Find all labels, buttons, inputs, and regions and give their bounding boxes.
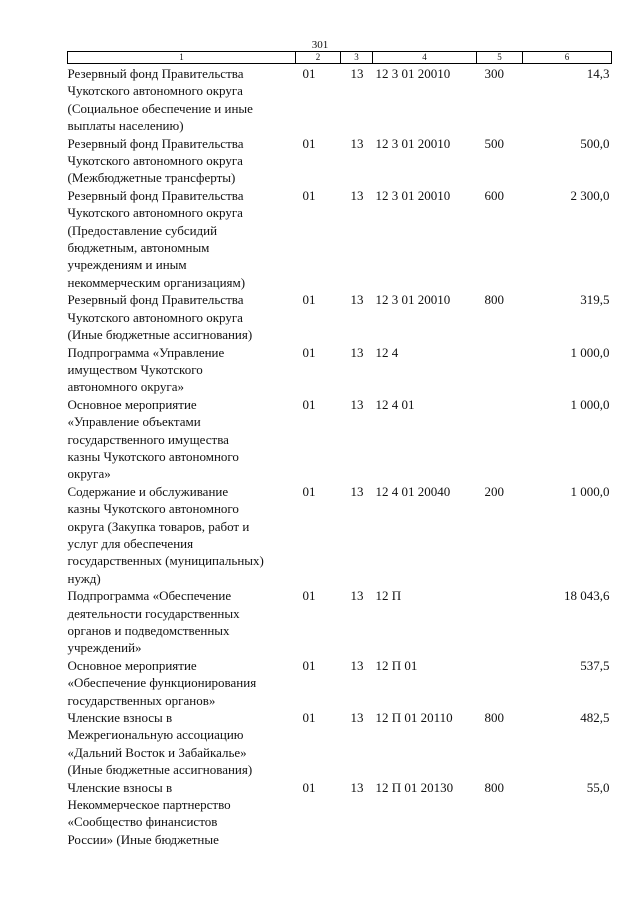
section-cell: 01 [302, 135, 316, 151]
row-name-line: некоммерческим организациям) [67, 274, 246, 290]
expense-type-cell [477, 344, 523, 396]
subsection-cell: 13 [350, 187, 364, 203]
expense-type-cell: 800 [484, 779, 504, 795]
target-article-cell: 12 П [375, 588, 402, 604]
expense-type-cell: 500 [484, 135, 504, 151]
subsection-cell: 13 [350, 483, 364, 499]
expense-type-cell [477, 587, 523, 657]
budget-table [67, 51, 612, 848]
row-name-line: Основное мероприятие [67, 396, 197, 412]
table-row [68, 657, 612, 709]
row-name-cell [68, 657, 296, 709]
table-row [68, 291, 612, 343]
column-header-expense-type: 5 [477, 52, 523, 64]
section-cell: 01 [302, 292, 316, 308]
target-article-cell: 12 4 01 [375, 396, 415, 412]
row-name-cell [68, 291, 296, 343]
row-name-line: государственных (муниципальных) [67, 553, 264, 569]
target-article-cell: 12 3 01 20010 [375, 292, 451, 308]
row-name-line: Чукотского автономного округа [67, 153, 243, 169]
row-name-line: казны Чукотского автономного [67, 501, 239, 517]
target-article-cell: 12 3 01 20010 [375, 135, 451, 151]
row-name-line: органов и подведомственных [67, 623, 230, 638]
row-name-line: Членские взносы в [67, 710, 173, 726]
column-header-target-article: 4 [373, 52, 477, 64]
table-row [68, 779, 612, 849]
amount-cell: 1 000,0 [570, 483, 610, 499]
expense-type-cell: 800 [484, 710, 504, 726]
row-name-line: государственного имущества [67, 431, 229, 447]
amount-cell: 537,5 [580, 657, 610, 673]
row-name-line: округа (Закупка товаров, работ и [67, 518, 250, 534]
column-header-subsection: 3 [341, 52, 373, 64]
table-row [68, 587, 612, 657]
row-name-line: «Управление объектами [67, 414, 201, 430]
column-header-section: 2 [296, 52, 341, 64]
row-name-line: округа» [67, 466, 111, 482]
section-cell: 01 [302, 66, 316, 81]
row-name-line: учреждений» [67, 640, 142, 656]
row-name-line: (Иные бюджетные ассигнования) [67, 327, 253, 343]
row-name-line: Резервный фонд Правительства [67, 187, 244, 203]
row-name-line: (Предоставление субсидий [67, 222, 218, 238]
amount-cell: 500,0 [580, 135, 610, 151]
table-header [68, 52, 612, 64]
row-name-line: Межрегиональную ассоциацию [67, 727, 244, 743]
row-name-line: России» (Иные бюджетные [67, 831, 219, 847]
row-name-line: государственных органов» [67, 692, 216, 708]
target-article-cell: 12 3 01 20010 [375, 66, 451, 81]
amount-cell: 1 000,0 [570, 396, 610, 412]
row-name-line: Основное мероприятие [67, 657, 197, 673]
row-name-cell [68, 779, 296, 849]
section-cell: 01 [302, 187, 316, 203]
row-name-line: «Дальний Восток и Забайкалье» [67, 744, 247, 760]
target-article-cell: 12 3 01 20010 [375, 187, 451, 203]
amount-cell: 319,5 [580, 292, 610, 308]
row-name-line: Резервный фонд Правительства [67, 292, 244, 308]
subsection-cell: 13 [350, 135, 364, 151]
table-row [68, 135, 612, 187]
row-name-cell [68, 64, 296, 135]
row-name-line: «Обеспечение функционирования [67, 675, 257, 691]
row-name-line: Чукотского автономного округа [67, 205, 243, 221]
row-name-line: деятельности государственных [67, 605, 240, 621]
expense-type-cell: 200 [484, 483, 504, 499]
row-name-cell [68, 709, 296, 779]
subsection-cell: 13 [350, 710, 364, 726]
subsection-cell: 13 [350, 588, 364, 604]
subsection-cell: 13 [350, 292, 364, 308]
row-name-line: казны Чукотского автономного [67, 448, 239, 464]
amount-cell: 14,3 [586, 66, 610, 81]
table-row [68, 483, 612, 587]
row-name-cell [68, 396, 296, 483]
target-article-cell: 12 4 [375, 344, 399, 360]
section-cell: 01 [302, 779, 316, 795]
subsection-cell: 13 [350, 344, 364, 360]
amount-cell: 55,0 [586, 779, 610, 795]
row-name-line: нужд) [67, 570, 101, 586]
page-number: 301 [311, 39, 329, 51]
amount-cell: 482,5 [580, 710, 610, 726]
row-name-line: услуг для обеспечения [67, 535, 194, 551]
row-name-line: (Социальное обеспечение и иные [67, 100, 253, 116]
row-name-line: Резервный фонд Правительства [67, 135, 244, 151]
row-name-line: Подпрограмма «Обеспечение [67, 588, 232, 604]
row-name-line: (Иные бюджетные ассигнования) [67, 762, 253, 778]
row-name-line: Чукотского автономного округа [67, 309, 243, 325]
table-row [68, 187, 612, 291]
row-name-cell [68, 483, 296, 587]
row-name-line: Членские взносы в [67, 779, 173, 795]
row-name-line: Резервный фонд Правительства [67, 66, 244, 81]
section-cell: 01 [302, 588, 316, 604]
section-cell: 01 [302, 344, 316, 360]
row-name-line: Содержание и обслуживание [67, 483, 229, 499]
row-name-line: выплаты населению) [67, 118, 184, 134]
row-name-cell [68, 587, 296, 657]
section-cell: 01 [302, 657, 316, 673]
subsection-cell: 13 [350, 657, 364, 673]
column-header-amount: 6 [523, 52, 612, 64]
row-name-line: автономного округа» [67, 379, 184, 395]
row-name-cell [68, 187, 296, 291]
section-cell: 01 [302, 710, 316, 726]
subsection-cell: 13 [350, 779, 364, 795]
amount-cell: 1 000,0 [570, 344, 610, 360]
expense-type-cell [477, 657, 523, 709]
target-article-cell: 12 П 01 [375, 657, 418, 673]
section-cell: 01 [302, 483, 316, 499]
table-body [68, 64, 612, 849]
expense-type-cell: 800 [484, 292, 504, 308]
row-name-cell [68, 135, 296, 187]
row-name-line: (Межбюджетные трансферты) [67, 170, 236, 186]
row-name-line: Чукотского автономного округа [67, 83, 243, 99]
row-name-line: «Сообщество финансистов [67, 814, 218, 830]
subsection-cell: 13 [350, 396, 364, 412]
table-row [68, 709, 612, 779]
amount-cell: 2 300,0 [570, 187, 610, 203]
table-row [68, 64, 612, 135]
row-name-line: Подпрограмма «Управление [67, 344, 225, 360]
row-name-line: бюджетным, автономным [67, 240, 210, 256]
row-name-line: Некоммерческое партнерство [67, 797, 231, 813]
expense-type-cell [477, 396, 523, 483]
target-article-cell: 12 П 01 20130 [375, 779, 454, 795]
table-row [68, 396, 612, 483]
section-cell: 01 [302, 396, 316, 412]
subsection-cell: 13 [350, 66, 364, 81]
row-name-line: учреждениям и иным [67, 257, 187, 273]
expense-type-cell: 600 [484, 187, 504, 203]
column-header-name: 1 [68, 52, 296, 64]
amount-cell: 18 043,6 [564, 588, 610, 604]
row-name-cell [68, 344, 296, 396]
row-name-line: имуществом Чукотского [67, 361, 203, 377]
table-row [68, 344, 612, 396]
target-article-cell: 12 П 01 20110 [375, 710, 453, 726]
expense-type-cell: 300 [484, 66, 504, 81]
target-article-cell: 12 4 01 20040 [375, 483, 451, 499]
